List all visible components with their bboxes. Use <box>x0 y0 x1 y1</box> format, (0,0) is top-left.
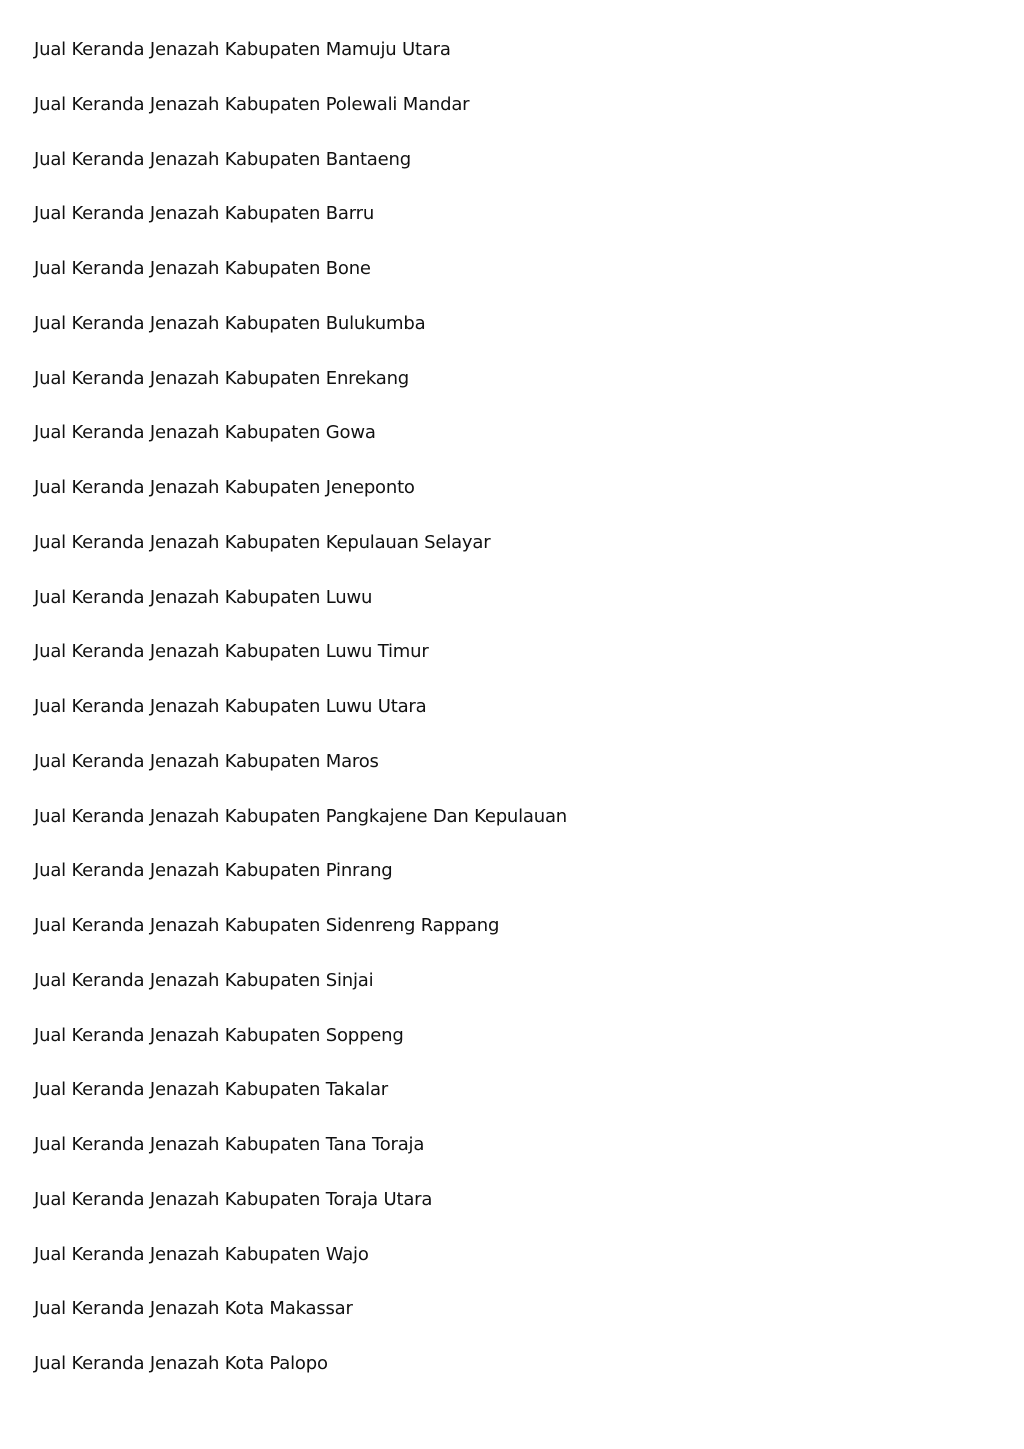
document-line: Jual Keranda Jenazah Kabupaten Tana Toraja <box>34 1134 425 1155</box>
document-line: Jual Keranda Jenazah Kabupaten Gowa <box>34 422 376 444</box>
document-line: Jual Keranda Jenazah Kabupaten Kepulauan Selayar <box>34 531 491 553</box>
document-line: Jual Keranda Jenazah Kabupaten Takalar <box>34 1079 388 1101</box>
document-line: Jual Keranda Jenazah Kabupaten Sidenreng Rappang <box>34 915 500 936</box>
document-line: Jual Keranda Jenazah Kabupaten Toraja Utara <box>34 1188 433 1210</box>
document-line: Jual Keranda Jenazah Kabupaten Bantaeng <box>34 148 411 170</box>
document-line: Jual Keranda Jenazah Kabupaten Bulukumba <box>34 312 426 334</box>
document-line: Jual Keranda Jenazah Kabupaten Sinjai <box>34 969 374 991</box>
document-line: Jual Keranda Jenazah Kota Palopo <box>34 1353 328 1374</box>
document-line: Jual Keranda Jenazah Kabupaten Pinrang <box>34 860 393 882</box>
document-line: Jual Keranda Jenazah Kabupaten Bone <box>34 258 371 279</box>
document-line: Jual Keranda Jenazah Kabupaten Enrekang <box>34 367 409 389</box>
document-line-list <box>34 36 567 1405</box>
document-line: Jual Keranda Jenazah Kabupaten Barru <box>34 203 375 225</box>
document-line: Jual Keranda Jenazah Kabupaten Soppeng <box>34 1024 404 1046</box>
document-line: Jual Keranda Jenazah Kabupaten Jeneponto <box>34 477 415 498</box>
document-line: Jual Keranda Jenazah Kabupaten Pangkajene Dan Kepulauan <box>34 805 568 827</box>
document-line: Jual Keranda Jenazah Kabupaten Luwu Timur <box>34 641 429 663</box>
document-line: Jual Keranda Jenazah Kabupaten Luwu Utara <box>34 696 427 717</box>
document-line: Jual Keranda Jenazah Kabupaten Wajo <box>34 1243 369 1265</box>
document-line: Jual Keranda Jenazah Kabupaten Maros <box>34 750 379 772</box>
document-line: Jual Keranda Jenazah Kabupaten Polewali Mandar <box>34 93 470 115</box>
document-line: Jual Keranda Jenazah Kota Makassar <box>34 1298 353 1320</box>
document-line: Jual Keranda Jenazah Kabupaten Mamuju Utara <box>34 39 451 60</box>
document-line: Jual Keranda Jenazah Kabupaten Luwu <box>34 586 373 608</box>
